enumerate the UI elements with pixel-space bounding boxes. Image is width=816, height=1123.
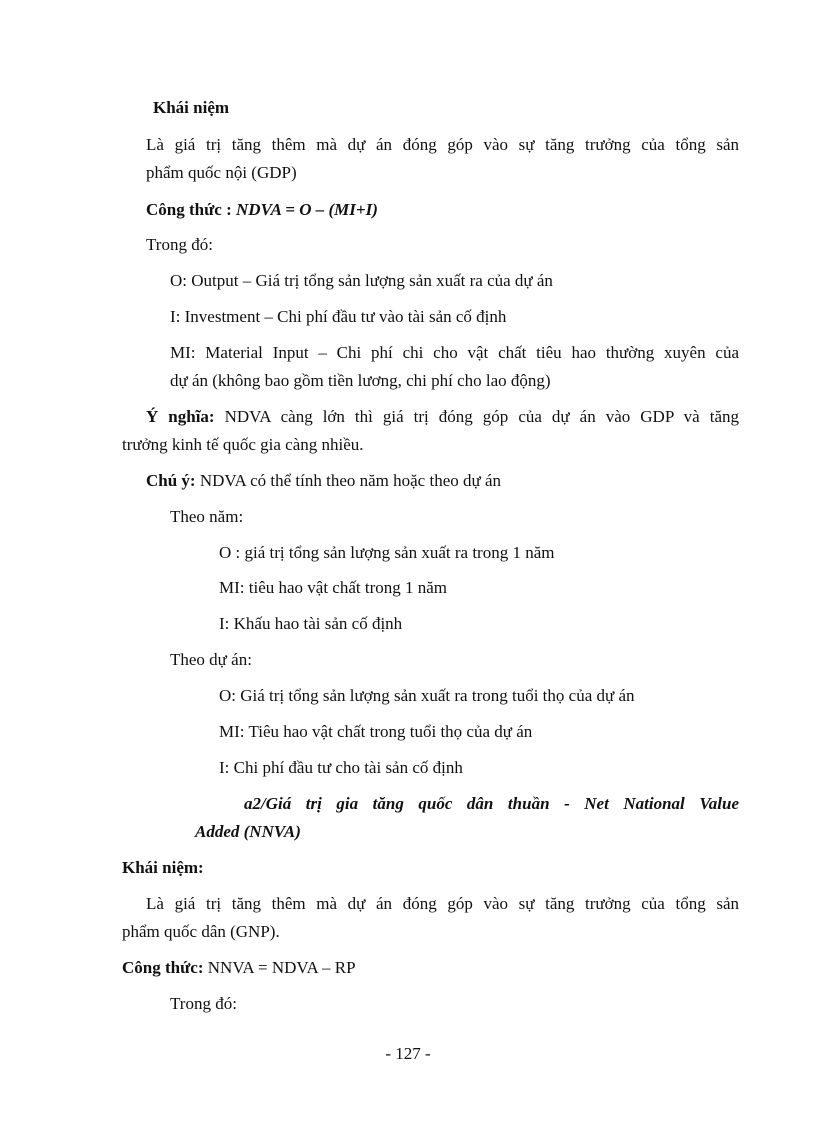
by-year-output: O : giá trị tổng sản lượng sản xuất ra trong 1 năm bbox=[219, 543, 555, 562]
definition2-line-1: Là giá trị tăng thêm mà dự án đóng góp vào sự tăng trưởng của tổng sản bbox=[146, 894, 739, 913]
definition-line-2: phẩm quốc nội (GDP) bbox=[146, 163, 297, 182]
by-project-material: MI: Tiêu hao vật chất trong tuổi thọ của dự án bbox=[219, 722, 533, 741]
by-year-depreciation: I: Khấu hao tài sản cố định bbox=[219, 614, 403, 633]
by-project-label: Theo dự án: bbox=[170, 650, 252, 669]
heading-khai-niem-1: Khái niệm bbox=[153, 98, 230, 117]
item-material-input: MI: Material Input – Chi phí chi cho vật chất tiêu hao thường xuyên của bbox=[170, 343, 739, 362]
by-project-output: O: Giá trị tổng sản lượng sản xuất ra trong tuổi thọ của dự án bbox=[219, 686, 635, 705]
item-material-input-cont: dự án (không bao gồm tiền lương, chi phí cho lao động) bbox=[170, 371, 551, 390]
heading-khai-niem-2: Khái niệm: bbox=[122, 858, 204, 877]
section-title-nnva-line-1: a2/Giá trị gia tăng quốc dân thuần - Net National Value bbox=[244, 794, 739, 813]
page-number: - 127 - bbox=[385, 1044, 431, 1063]
where-label-2: Trong đó: bbox=[170, 994, 237, 1013]
item-output: O: Output – Giá trị tổng sản lượng sản xuất ra của dự án bbox=[170, 271, 553, 290]
formula-ndva: Công thức : NDVA = O – (MI+I) bbox=[146, 200, 378, 219]
by-project-investment: I: Chi phí đầu tư cho tài sản cố định bbox=[219, 758, 463, 777]
by-year-material: MI: tiêu hao vật chất trong 1 năm bbox=[219, 578, 448, 597]
meaning-line-2: trưởng kinh tế quốc gia càng nhiều. bbox=[122, 435, 364, 454]
where-label-1: Trong đó: bbox=[146, 235, 213, 254]
by-year-label: Theo năm: bbox=[170, 507, 244, 526]
item-investment: I: Investment – Chi phí đầu tư vào tài sản cố định bbox=[170, 307, 507, 326]
meaning-line-1: Ý nghĩa: NDVA càng lớn thì giá trị đóng góp của dự án vào GDP và tăng bbox=[146, 407, 739, 426]
formula-nnva: Công thức: NNVA = NDVA – RP bbox=[122, 958, 356, 977]
section-title-nnva-line-2: Added (NNVA) bbox=[195, 822, 301, 841]
note-line: Chú ý: NDVA có thể tính theo năm hoặc theo dự án bbox=[146, 471, 502, 490]
definition-line-1: Là giá trị tăng thêm mà dự án đóng góp vào sự tăng trưởng của tổng sản bbox=[146, 135, 739, 154]
definition2-line-2: phẩm quốc dân (GNP). bbox=[122, 922, 280, 941]
